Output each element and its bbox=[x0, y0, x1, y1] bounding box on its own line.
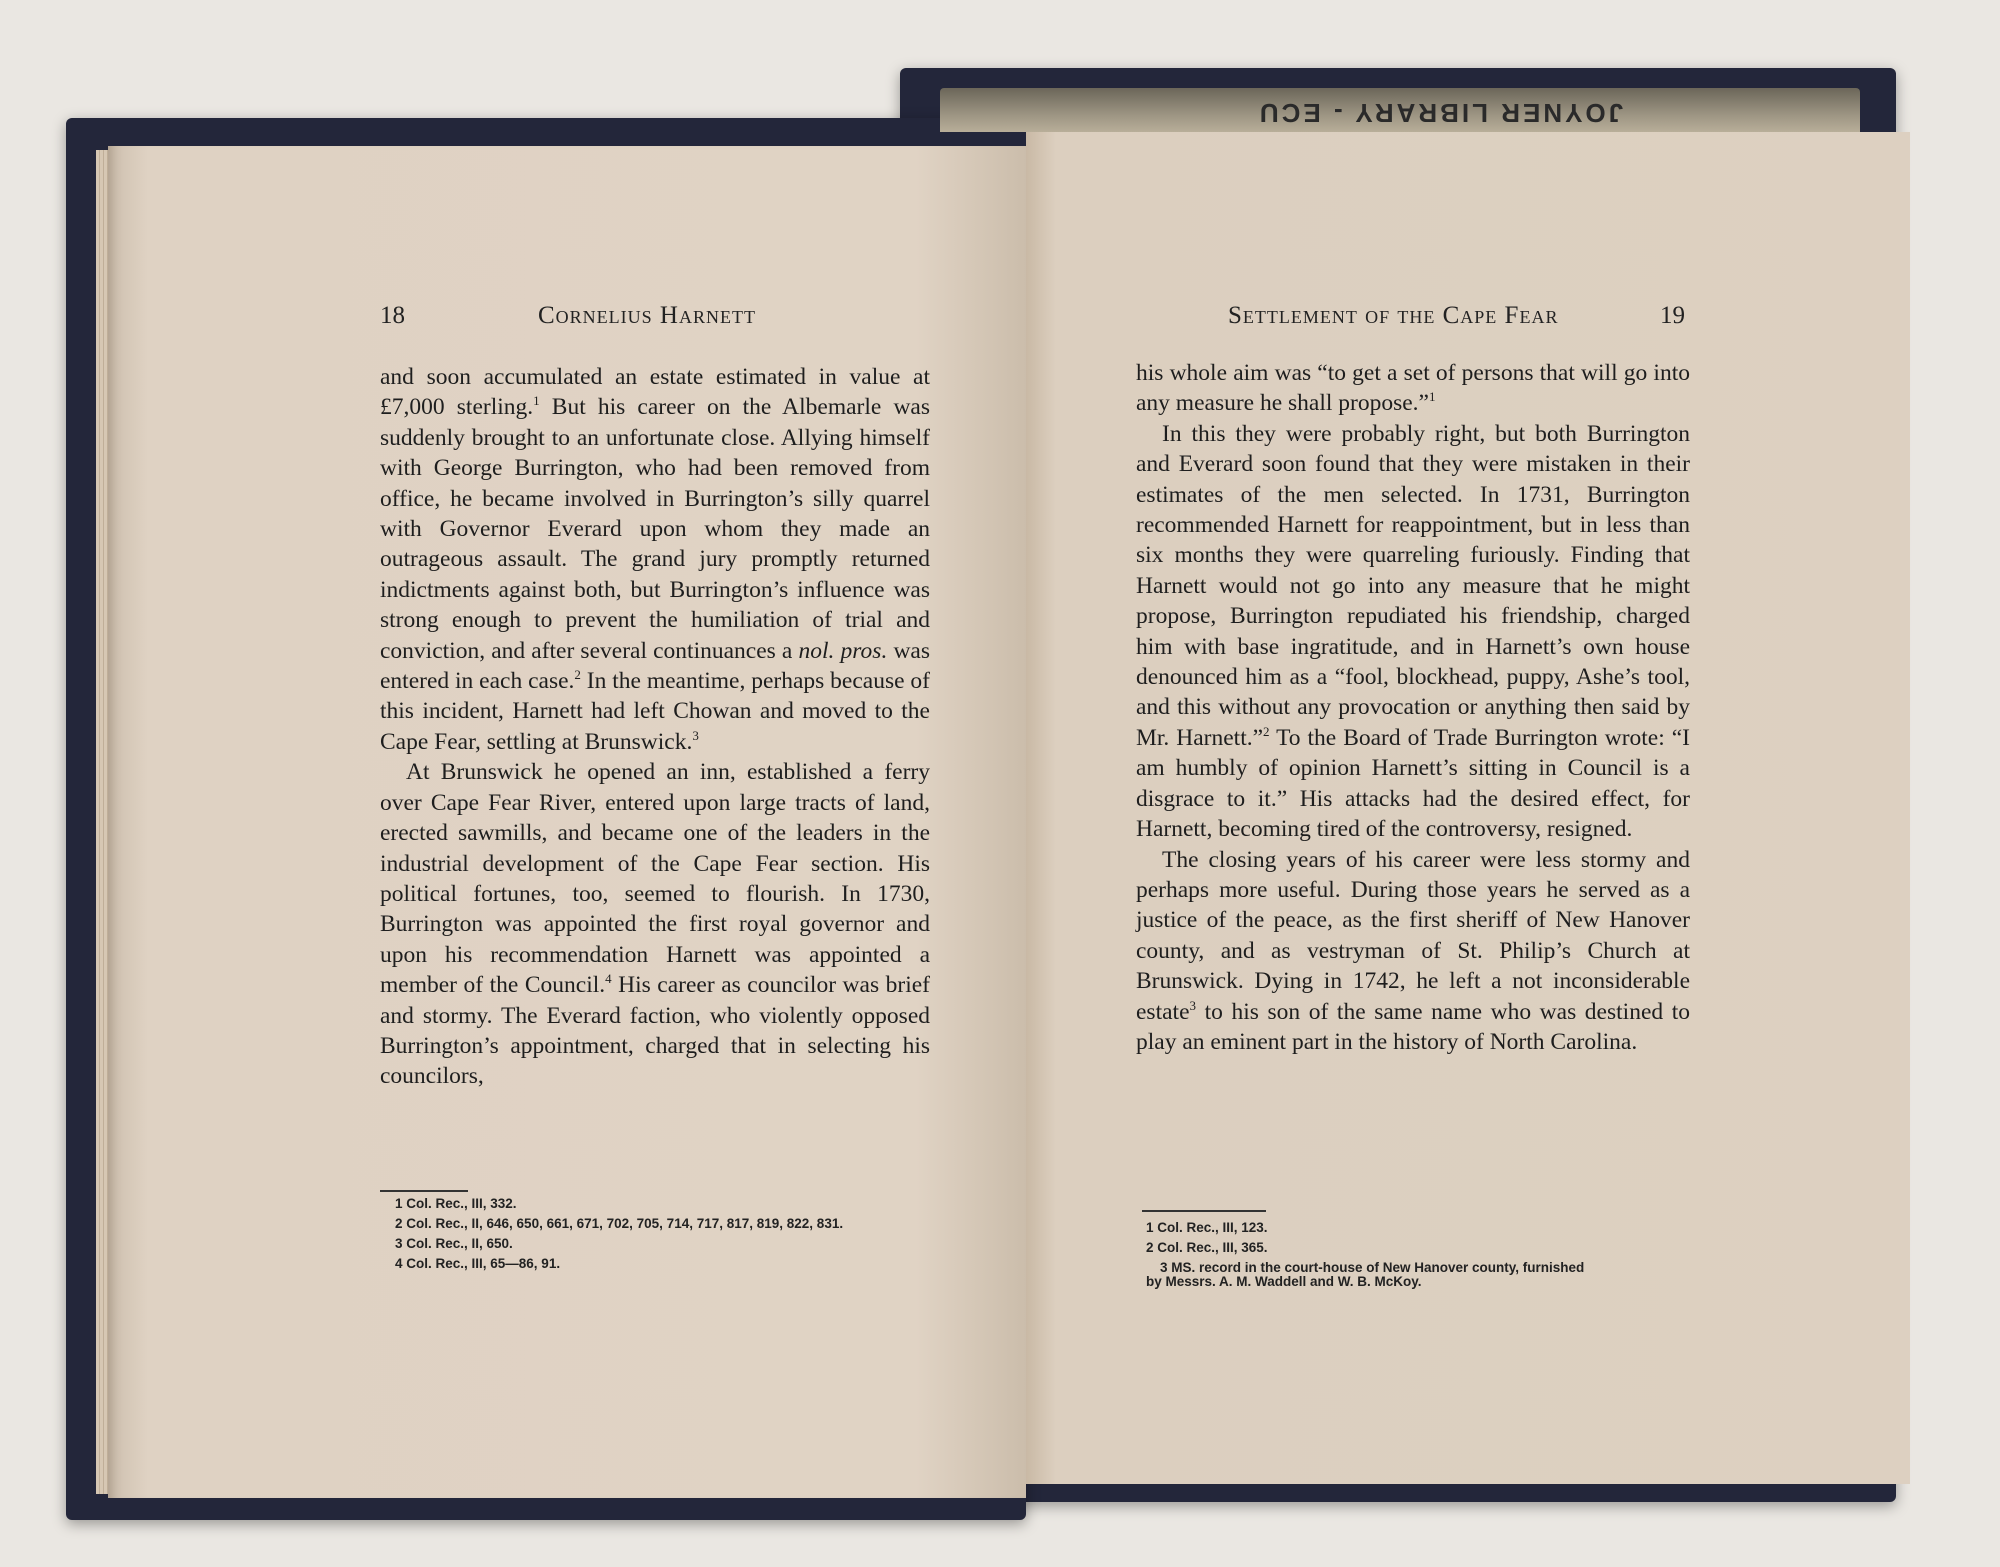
right-running-head: Settlement of the Cape Fear bbox=[1228, 302, 1559, 329]
footnote-ref[interactable]: 1 bbox=[533, 393, 540, 409]
left-footnotes bbox=[395, 1194, 843, 1274]
footnote-ref[interactable]: 3 bbox=[692, 728, 699, 744]
left-paragraph-1: and soon accumulated an estate estimated in value at £7,000 sterling.$^1$ But his career on the Albemarle was suddenly brought to an unfortunate close. Allying himself with George Burrington, who had been removed from office, he became involved in Burrington’s silly quarrel with Governor Everard upon whom they made an outrageous assault. The grand jury promptly returned indictments against both, but Burrington’s influence was strong enough to prevent the humiliation of trial and conviction, and after several continuances a nol. pros. was entered in each case.$^2$ In the meantime, perhaps because of this incident, Harnett had left Chowan and moved to the Cape Fear, settling at Brunswick.$^3$ bbox=[380, 364, 931, 755]
right-paragraph-1: his whole aim was “to get a set of persons that will go into any measure he shall propose.”$^1$ bbox=[1136, 360, 1690, 417]
right-paragraph-2: In this they were probably right, but both Burrington and Everard soon found that they were mistaken in their estimates of the men selected. In 1731, Burrington recommended Harnett for reappointment, but in less than six months they were quarreling furiously. Finding that Harnett would not go into any measure that he might propose, Burrington repudiated his friendship, charged him with base ingratitude, and in Harnett’s own house denounced him as a “fool, blockhead, puppy, Ashe’s tool, and this without any provocation or anything then said by Mr. Harnett.”$^2$ To the Board of Trade Burrington wrote: “I am humbly of opinion Harnett’s sitting in Council is a disgrace to it.” His attacks had the desired effect, for Harnett, becoming tired of the controversy, resigned. bbox=[1136, 420, 1690, 843]
left-running-head: Cornelius Harnett bbox=[538, 302, 756, 329]
right-footnote-rule bbox=[1142, 1210, 1266, 1212]
footnote-ref[interactable]: 4 bbox=[605, 971, 612, 987]
footnote: 2 Col. Rec., III, 365. bbox=[1146, 1240, 1268, 1255]
footnote-ref[interactable]: 3 bbox=[1189, 997, 1196, 1013]
right-footnotes bbox=[1146, 1218, 1584, 1292]
right-paragraph-3: The closing years of his career were less stormy and perhaps more useful. During those years he served as a justice of the peace, as the first sheriff of New Hanover county, and as vestryman of St. Philip’s Church at Brunswick. Dying in 1742, he left a not inconsiderable estate$^3$ to his son of the same name who was destined to play an eminent part in the history of North Carolina. bbox=[1136, 846, 1690, 1055]
footnote: by Messrs. A. M. Waddell and W. B. McKoy. bbox=[1146, 1274, 1422, 1289]
footnote-ref[interactable]: 2 bbox=[1263, 724, 1270, 740]
footnote: 4 Col. Rec., III, 65—86, 91. bbox=[395, 1256, 561, 1271]
footnote: 2 Col. Rec., II, 646, 650, 661, 671, 702, 705, 714, 717, 817, 819, 822, 831. bbox=[395, 1216, 844, 1231]
spine-label: JOYNER LIBRARY - ECU bbox=[1256, 98, 1624, 128]
left-footnote-rule bbox=[380, 1190, 468, 1192]
footnote-ref[interactable]: 1 bbox=[1429, 389, 1436, 405]
left-paragraph-2: At Brunswick he opened an inn, established a ferry over Cape Fear River, entered upon large tracts of land, erected sawmills, and became one of the leaders in the industrial development of the Cape Fear section. His political fortunes, too, seemed to flourish. In 1730, Burrington was appointed the first royal governor and upon his recommendation Harnett was appointed a member of the Council.$^4$ His career as councilor was brief and stormy. The Everard faction, who violently opposed Burrington’s appointment, charged that in selecting his councilors, bbox=[380, 759, 930, 1090]
right-body-text bbox=[1136, 358, 1690, 1057]
left-body-text bbox=[380, 362, 930, 1092]
footnote: 1 Col. Rec., III, 332. bbox=[395, 1196, 517, 1211]
footnote: 3 Col. Rec., II, 650. bbox=[395, 1236, 513, 1251]
footnote: 3 MS. record in the court-house of New Hanover county, furnished bbox=[1160, 1260, 1585, 1275]
left-page-number: 18 bbox=[380, 302, 405, 329]
right-page-number: 19 bbox=[1660, 302, 1685, 329]
footnote-ref[interactable]: 2 bbox=[574, 667, 581, 683]
footnote: 1 Col. Rec., III, 123. bbox=[1146, 1220, 1268, 1235]
